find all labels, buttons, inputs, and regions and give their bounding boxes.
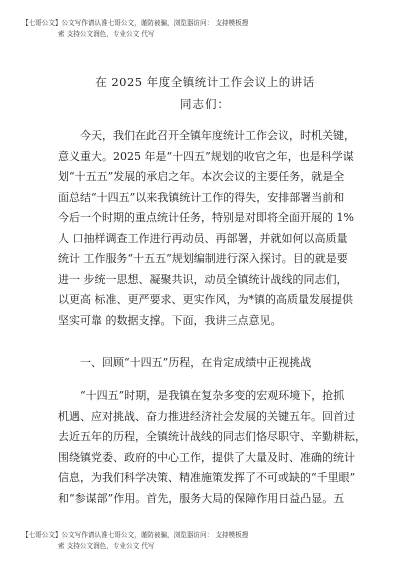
footer-notice [22,530,392,552]
paragraph-line: “十四五”时期，是我镇在复杂多变的宏观环境下，抢抓 [80,389,345,402]
paragraph-line: 信息，为我们科学决策、精准施策发挥了不可或缺的“千里眼” [58,471,356,484]
paragraph-line: 今天，我们在此召开全镇年度统计工作会议，时机关键， [80,129,355,142]
header-notice [22,18,392,40]
header-notice-line: 索 支持公文润色，专业公文 代写 [58,30,155,38]
body-paragraph [58,386,378,509]
paragraph-line: 以更高 标准、更严要求、更实作风，为*镇的高质量发展提供 [58,293,353,306]
section-heading-line: 一、回顾“十四五”历程，在肯定成绩中正视挑战 [80,356,312,369]
document-title: 在 2025 年度全镇统计工作会议上的讲话 [95,75,315,89]
paragraph-line: 和“参谋部”作用。首先，服务大局的保障作用日益凸显。五 [58,491,345,505]
paragraph-line: 今后一个时期的重点统计任务，特别是对即将全面开展的 1% [58,211,354,224]
section-heading [58,353,378,374]
paragraph-line: 意义重大。2025 年是“十四五”规划的收官之年，也是科学谋 [58,149,354,163]
paragraph-line: 机遇、应对挑战、奋力推进经济社会发展的关键五年。回首过 [58,409,355,423]
footer-notice-line: 索 支持公文润色，专业公文 代写 [58,542,155,550]
paragraph-line: 坚实可靠 的数据支撑。下面，我讲三点意见。 [58,313,282,327]
paragraph-line: 去近五年的历程，全镇统计战线的同志们恪尽职守、辛勤耕耘， [58,430,366,443]
paragraph-line: 人 口抽样调查工作进行再动员、再部署，并就如何以高质量 [58,231,348,245]
paragraph-line: 围绕镇党委、政府的中心工作，提供了大量及时、准确的统计 [58,450,355,464]
header-notice-line: 【七哥公文】公文写作请认准七哥公文，谨防被骗，浏览器访问： 支持模板搜 [22,19,249,27]
paragraph-line: 面总结“十四五”以来我镇统计工作的得失，安排部署当前和 [58,190,345,204]
paragraph-line: 划“十五五”发展的承启之年。本次会议的主要任务，就是全 [58,170,345,183]
paragraph-line: 统计 工作服务“十五五”规划编制进行深入探讨。目的就是要 [58,252,348,265]
greeting: 同志们： [180,97,230,111]
footer-notice-line: 【七哥公文】公文写作请认准七哥公文，谨防被骗，浏览器访问： 支持模板搜 [22,531,249,539]
paragraph-line: 进一 步统一思想、凝聚共识，动员全镇统计战线的同志们， [58,272,348,286]
body-paragraph [58,126,378,331]
